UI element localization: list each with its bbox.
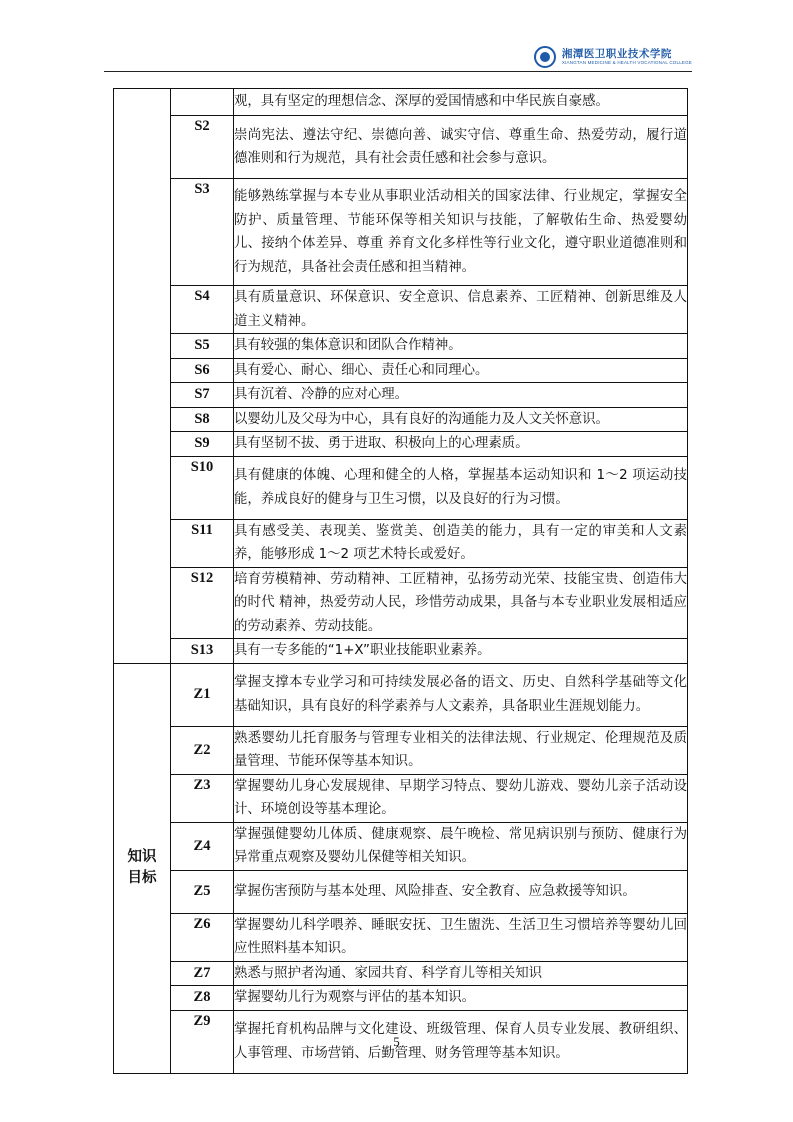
table-row	[114, 639, 688, 664]
page-number: 5	[393, 1034, 400, 1049]
row-code: Z1	[171, 663, 234, 726]
knowledge-category-line2: 目标	[127, 870, 157, 886]
row-code: S8	[171, 407, 234, 432]
table-row	[114, 822, 688, 870]
row-text: 掌握强健婴幼儿体质、健康观察、晨午晚检、常见病识别与预防、健康行为异常重点观察及婴幼儿保健等相关知识。	[234, 822, 688, 870]
row-text: 掌握婴幼儿行为观察与评估的基本知识。	[234, 986, 688, 1011]
row-code: Z2	[171, 726, 234, 774]
row-code: S13	[171, 639, 234, 664]
school-logo	[534, 46, 692, 68]
row-text: 培育劳模精神、劳动精神、工匠精神，弘扬劳动光荣、技能宝贵、创造伟大的时代 精神，热爱劳动人民，珍惜劳动成果，具备与本专业职业发展相适应的劳动素养、劳动技能。	[234, 567, 688, 639]
row-text: 具有坚韧不拔、勇于进取、积极向上的心理素质。	[234, 432, 688, 457]
row-code: Z3	[171, 774, 234, 822]
table-row	[114, 407, 688, 432]
table-row	[114, 432, 688, 457]
knowledge-category-cell	[114, 663, 171, 1073]
table-row	[114, 89, 688, 116]
row-code	[171, 89, 234, 116]
row-code: S9	[171, 432, 234, 457]
row-code: Z4	[171, 822, 234, 870]
table-row	[114, 726, 688, 774]
table-row	[114, 913, 688, 961]
row-code: S7	[171, 383, 234, 408]
header-rule	[104, 71, 692, 72]
row-code: S4	[171, 286, 234, 334]
table-row	[114, 116, 688, 179]
table-row	[114, 986, 688, 1011]
school-seal-icon	[534, 46, 556, 68]
row-code: S12	[171, 567, 234, 639]
row-code: Z9	[171, 1010, 234, 1073]
row-text: 具有一专多能的“1+X”职业技能职业素养。	[234, 639, 688, 664]
row-text: 掌握托育机构品牌与文化建设、班级管理、保育人员专业发展、教研组织、人事管理、市场营销、后勤管理、财务管理等基本知识。	[234, 1010, 688, 1073]
row-code: S5	[171, 334, 234, 359]
row-text: 掌握婴幼儿科学喂养、睡眠安抚、卫生盥洗、生活卫生习惯培养等婴幼儿回应性照料基本知识。	[234, 913, 688, 961]
table-row	[114, 519, 688, 567]
row-text: 具有感受美、表现美、鉴赏美、创造美的能力，具有一定的审美和人文素养，能够形成 1～2 项艺术特长或爱好。	[234, 519, 688, 567]
table-row	[114, 774, 688, 822]
objectives-table	[113, 88, 688, 1074]
row-text: 具有沉着、冷静的应对心理。	[234, 383, 688, 408]
row-text: 具有爱心、耐心、细心、责任心和同理心。	[234, 358, 688, 383]
table-row	[114, 286, 688, 334]
row-text: 具有较强的集体意识和团队合作精神。	[234, 334, 688, 359]
table-row	[114, 870, 688, 913]
table-row	[114, 456, 688, 519]
row-text: 观，具有坚定的理想信念、深厚的爱国情感和中华民族自豪感。	[234, 89, 688, 116]
row-text: 能够熟练掌握与本专业从事职业活动相关的国家法律、行业规定，掌握安全防护、质量管理、节能环保等相关知识与技能，了解敬佑生命、热爱婴幼儿、接纳个体差异、尊重 养育文化多样性等行业文化，遵守职业道德准则和行为规范，具备社会责任感和担当精神。	[234, 179, 688, 286]
row-text: 以婴幼儿及父母为中心，具有良好的沟通能力及人文关怀意识。	[234, 407, 688, 432]
row-text: 熟悉与照护者沟通、家园共育、科学育儿等相关知识	[234, 961, 688, 986]
table-row	[114, 567, 688, 639]
table-row	[114, 383, 688, 408]
table-row	[114, 358, 688, 383]
table-row	[114, 334, 688, 359]
school-name-en: XIANGTAN MEDICINE & HEALTH VOCATIONAL COLLEGE	[561, 60, 692, 65]
row-code: S2	[171, 116, 234, 179]
row-text: 掌握伤害预防与基本处理、风险排查、安全教育、应急救援等知识。	[234, 870, 688, 913]
school-name: 湘潭医卫职业技术学院	[561, 47, 672, 60]
row-text: 具有质量意识、环保意识、安全意识、信息素养、工匠精神、创新思维及人道主义精神。	[234, 286, 688, 334]
row-text: 掌握婴幼儿身心发展规律、早期学习特点、婴幼儿游戏、婴幼儿亲子活动设计、环境创设等基本理论。	[234, 774, 688, 822]
row-code: Z6	[171, 913, 234, 961]
row-code: Z7	[171, 961, 234, 986]
quality-category-cell	[114, 89, 171, 664]
row-text: 具有健康的体魄、心理和健全的人格，掌握基本运动知识和 1～2 项运动技能，养成良好的健身与卫生习惯，以及良好的行为习惯。	[234, 456, 688, 519]
row-code: S11	[171, 519, 234, 567]
row-text: 崇尚宪法、遵法守纪、崇德向善、诚实守信、尊重生命、热爱劳动，履行道德准则和行为规范，具有社会责任感和社会参与意识。	[234, 116, 688, 179]
row-code: S3	[171, 179, 234, 286]
row-text: 掌握支撑本专业学习和可持续发展必备的语文、历史、自然科学基础等文化基础知识，具有良好的科学素养与人文素养，具备职业生涯规划能力。	[234, 663, 688, 726]
knowledge-category-line1: 知识	[127, 849, 157, 865]
row-code: Z8	[171, 986, 234, 1011]
row-code: S10	[171, 456, 234, 519]
row-code: S6	[171, 358, 234, 383]
row-code: Z5	[171, 870, 234, 913]
row-text: 熟悉婴幼儿托育服务与管理专业相关的法律法规、行业规定、伦理规范及质量管理、节能环保等基本知识。	[234, 726, 688, 774]
table-row	[114, 663, 688, 726]
table-row	[114, 179, 688, 286]
table-row	[114, 961, 688, 986]
